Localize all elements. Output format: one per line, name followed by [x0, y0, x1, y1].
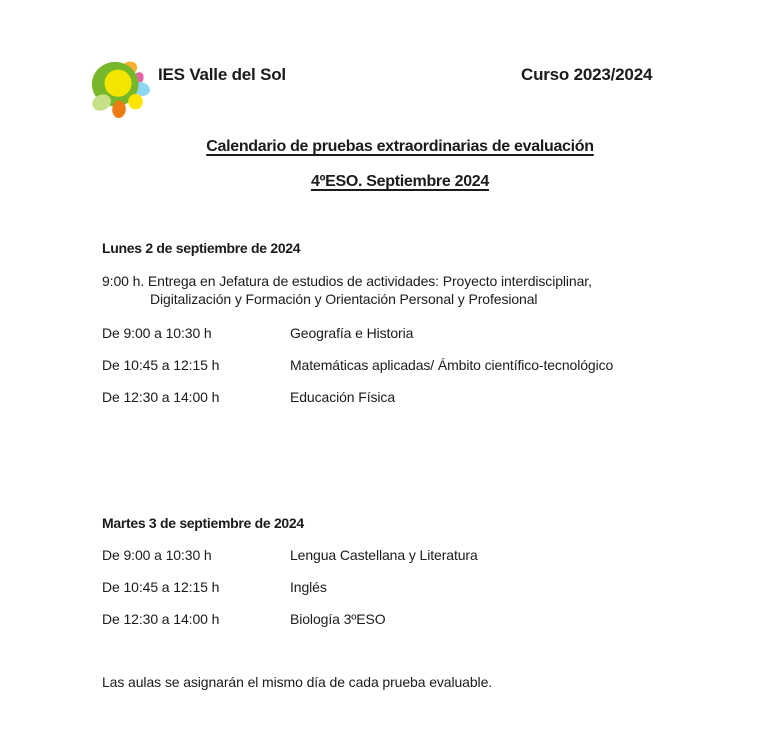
exam-time: De 12:30 a 14:00 h [102, 611, 220, 627]
exam-time: De 10:45 a 12:15 h [102, 579, 220, 595]
logo-petal-yellow [128, 94, 143, 110]
day-heading-tuesday: Martes 3 de septiembre de 2024 [102, 515, 304, 531]
footer-note: Las aulas se asignarán el mismo día de cada prueba evaluable. [102, 674, 493, 690]
school-logo-icon [89, 58, 151, 120]
logo-center-yellow [105, 70, 132, 97]
document-title: Calendario de pruebas extraordinarias de evaluación [206, 138, 594, 155]
exam-subject: Biología 3ºESO [290, 611, 386, 627]
exam-subject: Educación Física [290, 389, 396, 405]
exam-time: De 12:30 a 14:00 h [102, 389, 220, 405]
delivery-note-line-2: Digitalización y Formación y Orientación Personal y Profesional [150, 291, 538, 307]
exam-row [102, 324, 413, 343]
school-name: IES Valle del Sol [158, 65, 286, 84]
course-label: Curso 2023/2024 [521, 65, 653, 84]
exam-row [102, 546, 478, 565]
document-subtitle: 4ºESO. Septiembre 2024 [310, 173, 489, 190]
exam-time: De 10:45 a 12:15 h [102, 357, 220, 373]
exam-row [102, 578, 327, 597]
exam-row [102, 356, 613, 375]
exam-time: De 9:00 a 10:30 h [102, 325, 212, 341]
exam-subject: Inglés [290, 579, 327, 595]
exam-subject: Geografía e Historia [290, 325, 414, 341]
day-heading-monday: Lunes 2 de septiembre de 2024 [102, 240, 301, 256]
exam-time: De 9:00 a 10:30 h [102, 547, 212, 563]
exam-row [102, 388, 395, 407]
delivery-note-line-1: 9:00 h. Entrega en Jefatura de estudios de actividades: Proyecto interdisciplinar, [102, 273, 592, 289]
exam-subject: Lengua Castellana y Literatura [290, 547, 478, 563]
exam-subject: Matemáticas aplicadas/ Ámbito científico-tecnológico [290, 357, 614, 373]
exam-row [102, 610, 386, 629]
